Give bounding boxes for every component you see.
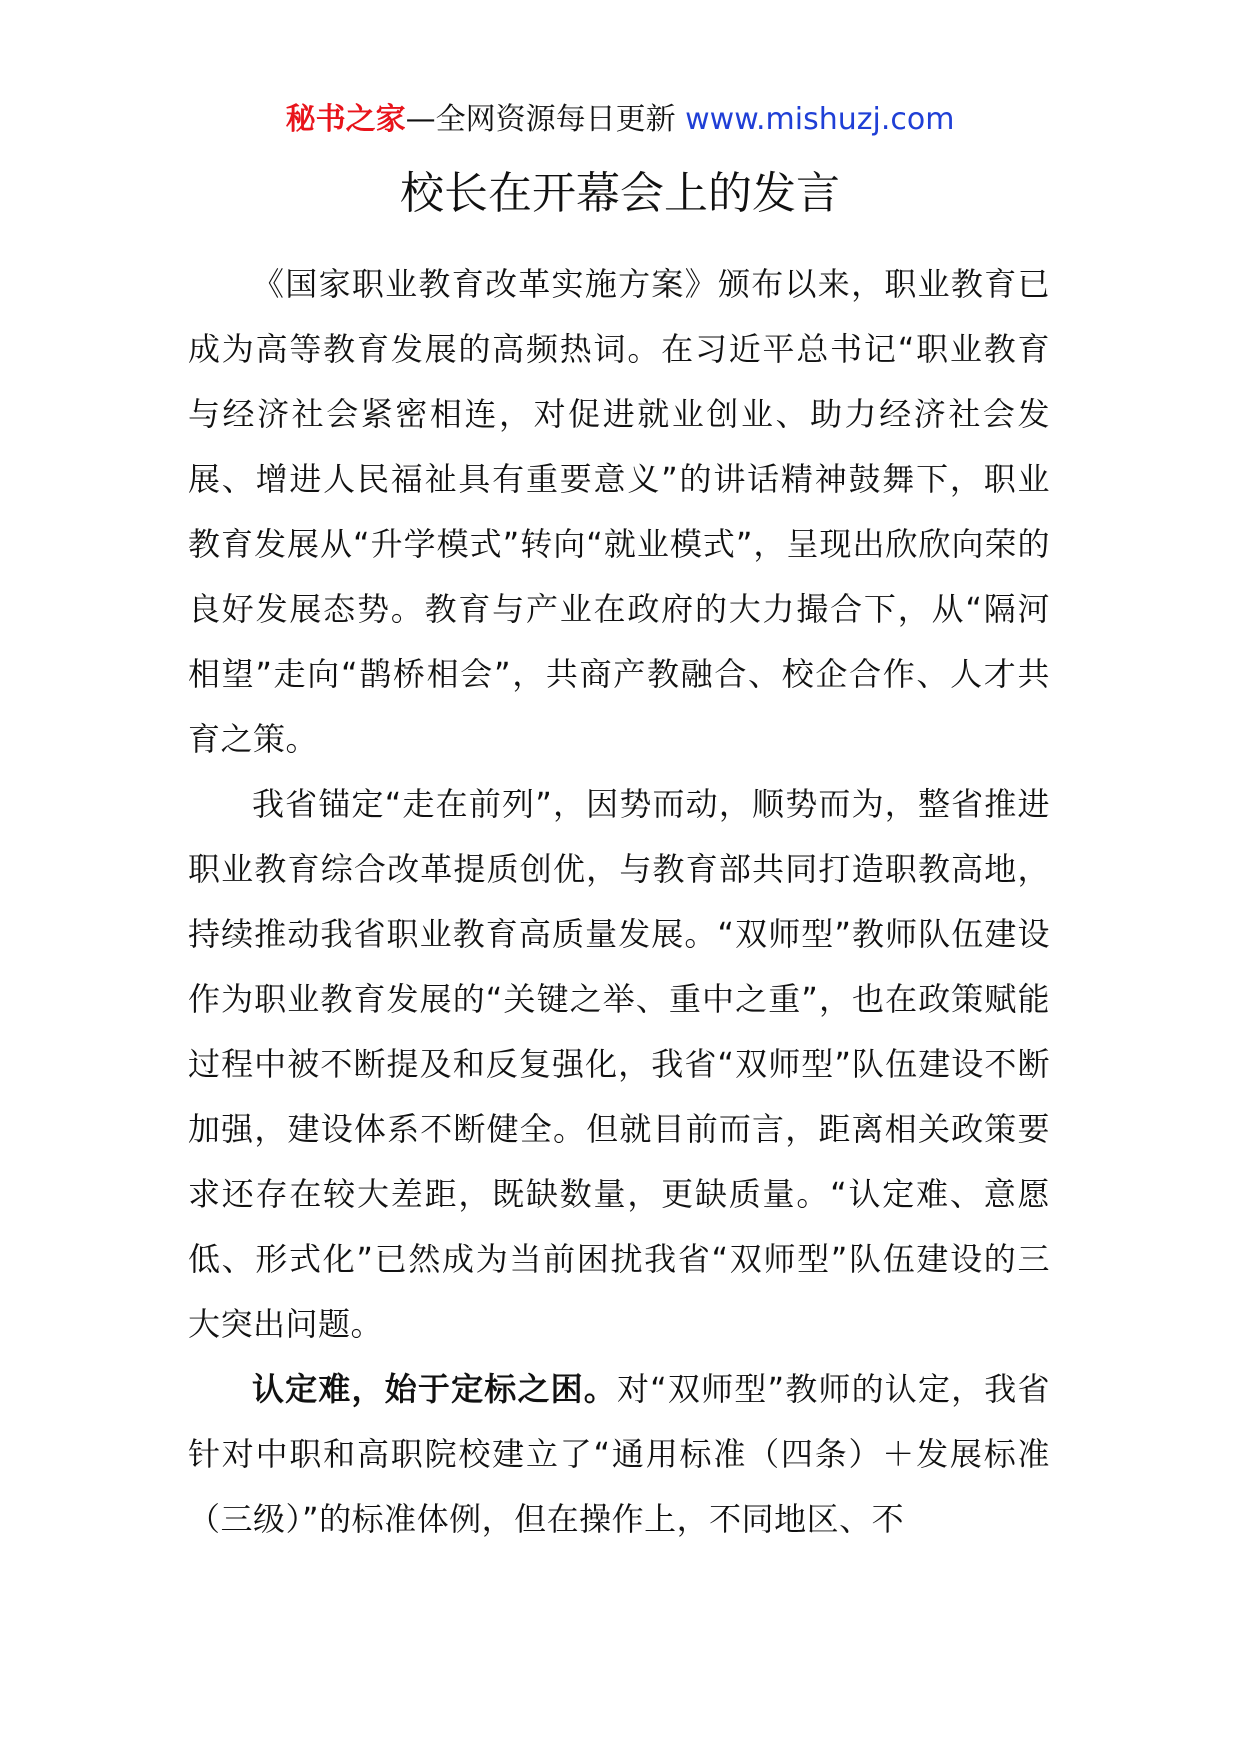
site-tagline: —全网资源每日更新 <box>405 102 686 137</box>
site-brand: 秘书之家 <box>285 102 406 137</box>
paragraph-3-lead: 认定难，始于定标之困。 <box>252 1370 617 1408</box>
document-title: 校长在开幕会上的发言 <box>400 168 840 219</box>
document-body <box>188 252 1050 1552</box>
paragraph-2 <box>188 772 1050 1357</box>
paragraph-2-text: 我省锚定“走在前列”，因势而动，顺势而为，整省推进职业教育综合改革提质创优，与教育部共同打造职教高地，持续推动我省职业教育高质量发展。“双师型”教师队伍建设作为职业教育发展的“关键之举、重中之重”，也在政策赋能过程中被不断提及和反复强化，我省“双师型”队伍建设不断加强，建设体系不断健全。但就目前而言，距离相关政策要求还存在较大差距，既缺数量，更缺质量。“认定难、意愿低、形式化”已然成为当前困扰我省“双师型”队伍建设的三大突出问题。 <box>188 785 1050 1343</box>
paragraph-3 <box>188 1357 1050 1552</box>
site-header <box>0 98 1240 142</box>
site-url-link[interactable]: www.mishuzj.com <box>685 102 955 137</box>
paragraph-3-text: 对“双师型”教师的认定，我省针对中职和高职院校建立了“通用标准（四条）＋发展标准（三级）”的标准体例，但在操作上，不同地区、不 <box>188 1370 1050 1538</box>
paragraph-1 <box>188 252 1050 772</box>
paragraph-1-text: 《国家职业教育改革实施方案》颁布以来，职业教育已成为高等教育发展的高频热词。在习近平总书记“职业教育与经济社会紧密相连，对促进就业创业、助力经济社会发展、增进人民福祉具有重要意义”的讲话精神鼓舞下，职业教育发展从“升学模式”转向“就业模式”，呈现出欣欣向荣的良好发展态势。教育与产业在政府的大力撮合下，从“隔河相望”走向“鹊桥相会”，共商产教融合、校企合作、人才共育之策。 <box>188 265 1050 758</box>
